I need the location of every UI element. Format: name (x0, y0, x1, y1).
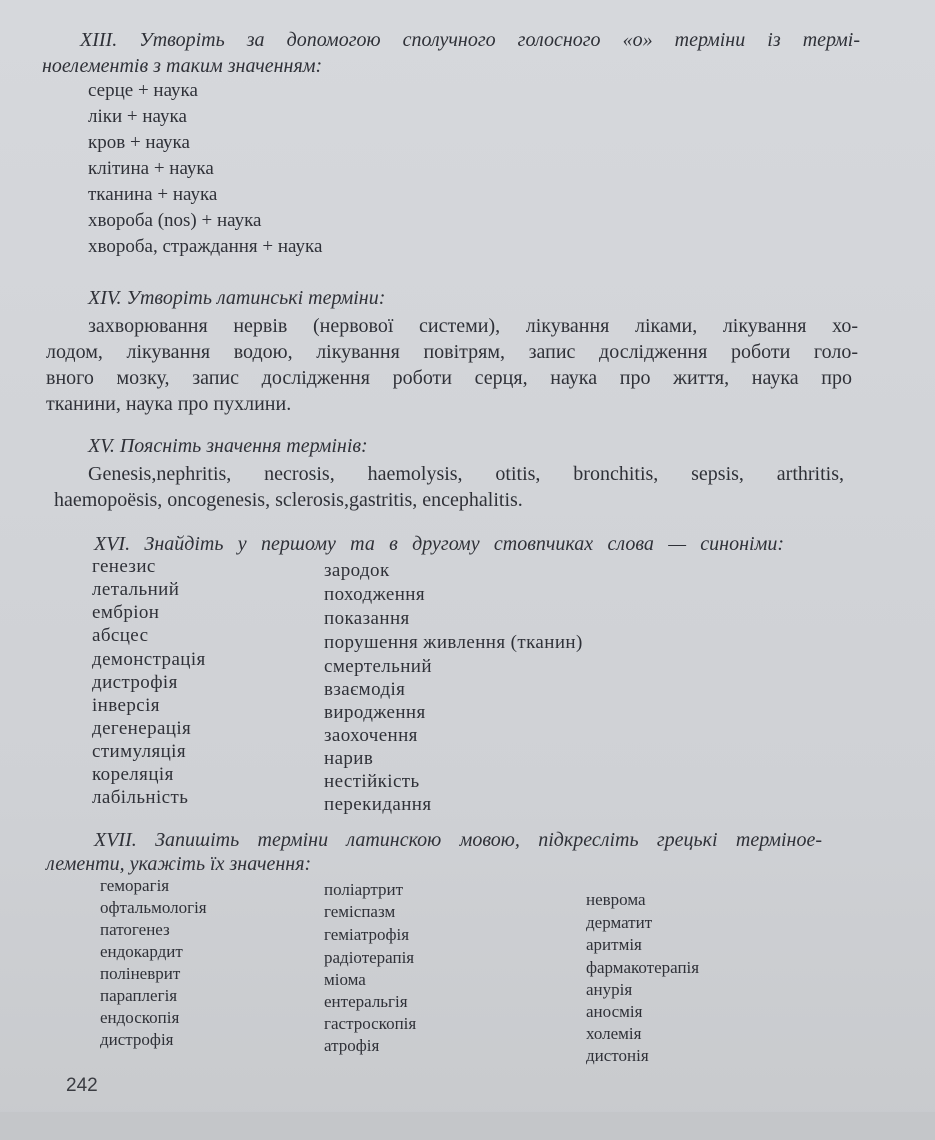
list-item: гастроскопія (324, 1014, 417, 1033)
paragraph-line: захворювання нервів (нервової системи), лікування ліками, лікування хо- (88, 315, 858, 337)
list-item: ліки + наука (88, 106, 187, 127)
list-item: міома (324, 970, 366, 989)
list-item: заохочення (324, 725, 418, 746)
list-item: холемія (586, 1024, 642, 1043)
list-item: ендокардит (100, 942, 183, 961)
section-xiii-heading: XIII. Утворіть за допомогою сполучного голосного «о» терміни із термі- (80, 29, 860, 51)
list-item: ембріон (92, 602, 160, 623)
list-item: зародок (324, 560, 390, 581)
list-item: стимуляція (92, 741, 186, 762)
page-bottom-edge (0, 1112, 935, 1140)
list-item: атрофія (324, 1036, 380, 1055)
list-item: показання (324, 608, 410, 629)
paragraph-line: вного мозку, запис дослідження роботи серця, наука про життя, наука про (46, 367, 852, 389)
section-xvi-heading: XVI. Знайдіть у першому та в другому стовпчиках слова — синоніми: (94, 533, 784, 555)
list-item: абсцес (92, 625, 149, 646)
list-item: геморагія (100, 876, 170, 895)
list-item: летальний (92, 579, 180, 600)
section-xiii-heading-cont: ноелементів з таким значенням: (42, 55, 323, 77)
list-item: геміспазм (324, 902, 396, 921)
list-item: взаємодія (324, 679, 406, 700)
list-item: генезис (92, 556, 156, 577)
list-item: серце + наука (88, 80, 198, 101)
page-number: 242 (66, 1075, 98, 1096)
list-item: геміатрофія (324, 925, 410, 944)
list-item: офтальмологія (100, 898, 207, 917)
list-item: неврома (586, 890, 646, 909)
section-xiv-heading: XIV. Утворіть латинські терміни: (88, 287, 386, 309)
list-item: кров + наука (88, 132, 190, 153)
section-xvii-heading-cont: лементи, укажіть їх значення: (46, 853, 312, 875)
list-item: ендоскопія (100, 1008, 180, 1027)
list-item: демонстрація (92, 649, 206, 670)
list-item: ентеральгія (324, 992, 408, 1011)
list-item: хвороба (nos) + наука (88, 210, 262, 231)
list-item: дистрофія (92, 672, 178, 693)
list-item: патогенез (100, 920, 170, 939)
list-item: походження (324, 584, 425, 605)
paragraph-line: haemopoësis, oncogenesis, sclerosis,gastritis, encephalitis. (54, 489, 523, 511)
list-item: нестійкість (324, 771, 420, 792)
list-item: дерматит (586, 913, 653, 932)
list-item: анурія (586, 980, 633, 999)
list-item: тканина + наука (88, 184, 218, 205)
list-item: поліартрит (324, 880, 404, 899)
list-item: кореляція (92, 764, 174, 785)
list-item: дистрофія (100, 1030, 174, 1049)
list-item: аносмія (586, 1002, 643, 1021)
section-xvii-heading: XVII. Запишіть терміни латинскою мовою, підкресліть грецькі терміное- (94, 829, 822, 851)
list-item: дегенерація (92, 718, 192, 739)
paragraph-line: лодом, лікування водою, лікування повітрям, запис дослідження роботи голо- (46, 341, 858, 363)
list-item: поліневрит (100, 964, 181, 983)
list-item: лабільність (92, 787, 189, 808)
list-item: фармакотерапія (586, 958, 700, 977)
list-item: виродження (324, 702, 426, 723)
list-item: інверсія (92, 695, 160, 716)
list-item: порушення живлення (тканин) (324, 632, 583, 653)
list-item: нарив (324, 748, 374, 769)
list-item: аритмія (586, 935, 642, 954)
paragraph-line: Genesis,nephritis, necrosis, haemolysis, otitis, bronchitis, sepsis, arthritis, (88, 463, 844, 485)
list-item: радіотерапія (324, 948, 415, 967)
list-item: клітина + наука (88, 158, 214, 179)
list-item: дистонія (586, 1046, 649, 1065)
list-item: параплегія (100, 986, 178, 1005)
list-item: смертельний (324, 656, 432, 677)
paragraph-line: тканини, наука про пухлини. (46, 393, 292, 415)
list-item: перекидання (324, 794, 432, 815)
section-xv-heading: XV. Поясніть значення термінів: (88, 435, 368, 457)
list-item: хвороба, страждання + наука (88, 236, 323, 257)
